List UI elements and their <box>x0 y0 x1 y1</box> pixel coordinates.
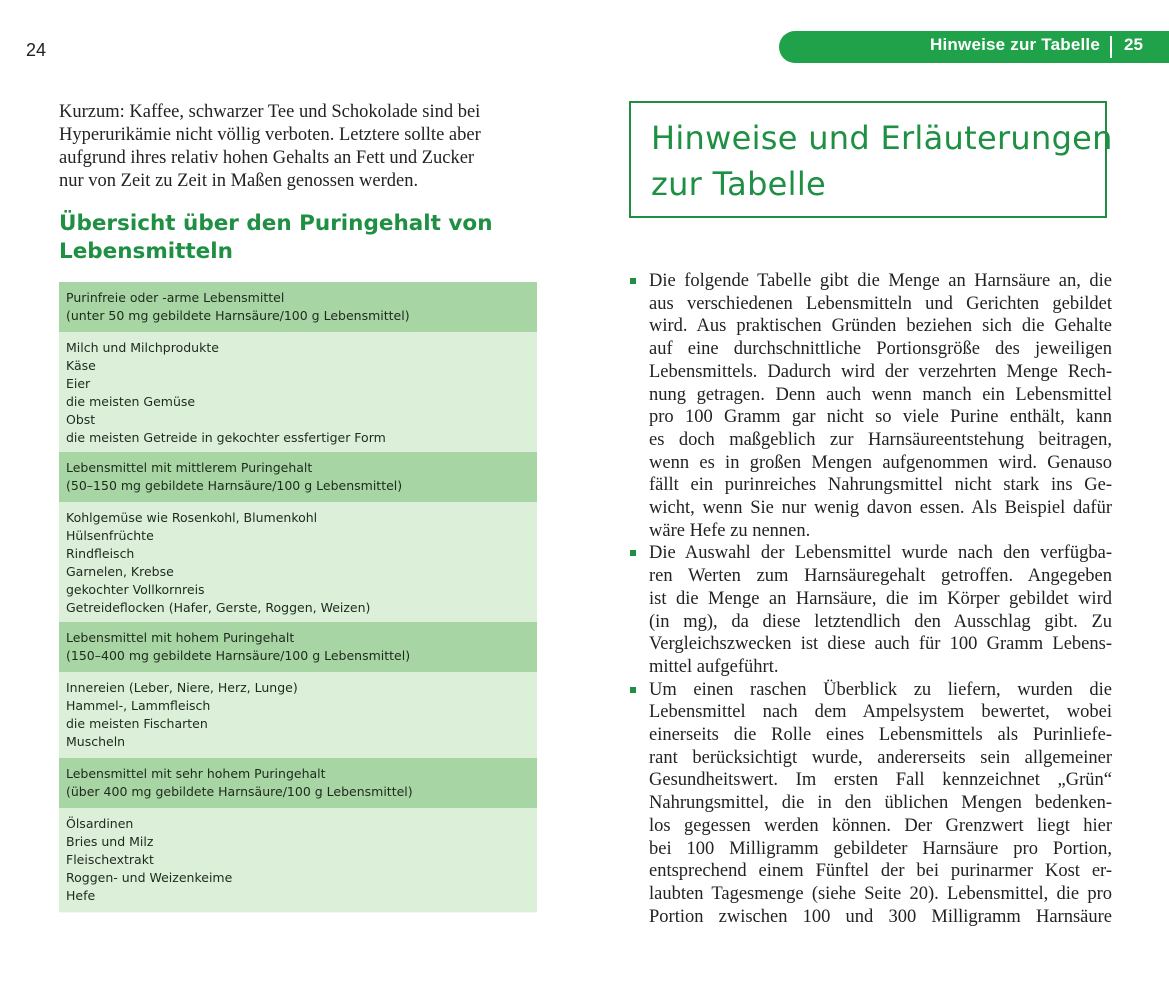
right-page-number: 25 <box>1124 35 1143 54</box>
food-item: Hefe <box>66 888 96 903</box>
bullet-text-line: Lebensmittels. Dadurch wird der verzehrten Menge Rech- <box>649 361 1112 382</box>
intro-paragraph <box>59 101 539 193</box>
bullet-text-line: wicht, wenn Sie nur wenig davon essen. Als Beispiel dafür <box>649 498 1112 519</box>
food-item: Garnelen, Krebse <box>66 564 174 579</box>
bullet-text-line: wenn es in großen Mengen aufgenommen wird. Genauso <box>649 452 1112 473</box>
food-item: Muscheln <box>66 734 126 749</box>
bullet-text-line: Nahrungsmittel, die in den üblichen Mengen bedenken- <box>649 793 1112 814</box>
bullet-text-line: nung getragen. Denn auch wenn manch ein Lebensmittel <box>649 384 1112 405</box>
food-item: Innereien (Leber, Niere, Herz, Lunge) <box>66 680 298 695</box>
bullet-square-icon <box>630 278 636 284</box>
bullet-text-line: (in mg), da diese letztendlich den Ausschlag gibt. Zu <box>649 611 1112 632</box>
food-item: Bries und Milz <box>66 834 154 849</box>
bullet-text-line: Lebensmittel nach dem Ampelsystem bewertet, wobei <box>649 702 1112 723</box>
bullet-text-line: entsprechend einem Fünftel der bei purinarmer Kost er- <box>649 861 1112 882</box>
bullet-text-line: Die folgende Tabelle gibt die Menge an Harnsäure an, die <box>649 271 1112 291</box>
food-item: Obst <box>66 412 96 427</box>
table-header-line: (50–150 mg gebildete Harnsäure/100 g Lebensmittel) <box>66 478 403 493</box>
bullet-text-line: auf eine durchschnittliche Portionsgröße des jeweiligen <box>649 339 1112 360</box>
food-item: Fleischextrakt <box>66 852 154 867</box>
bullet-square-icon <box>630 550 636 556</box>
running-header-divider <box>1110 36 1112 58</box>
bullet-text-line: pro 100 Gramm gar nicht so viele Purine enthält, kann <box>649 407 1112 428</box>
bullet-item <box>629 679 1112 929</box>
left-page-number: 24 <box>26 40 47 60</box>
table-cell <box>66 815 531 905</box>
bullet-text-line: rant berücksichtigt wurde, andererseits sein allgemeiner <box>649 747 1112 768</box>
food-item: Getreideflocken (Hafer, Gerste, Roggen, Weizen) <box>66 600 371 615</box>
bullet-text-line: Die Auswahl der Lebensmittel wurde nach den verfügba- <box>649 543 1112 564</box>
purine-table <box>59 282 537 912</box>
bullet-text-line: einerseits die Rolle eines Lebensmittels als Purinliefe- <box>649 725 1112 746</box>
food-item: Milch und Milchprodukte <box>66 340 219 355</box>
bullet-text-line: aus verschiedenen Lebensmitteln und Gerichten gebildet <box>649 293 1112 314</box>
table-header-line: Lebensmittel mit hohem Puringehalt <box>66 630 295 645</box>
table-category-items <box>59 332 537 453</box>
bullet-text-line: laubten Tagesmenge (siehe Seite 20). Lebensmittel, die pro <box>649 883 1112 904</box>
intro-line: Kurzum: Kaffee, schwarzer Tee und Schokolade sind bei <box>59 102 481 122</box>
table-category-items <box>59 808 537 913</box>
section-heading <box>59 210 539 266</box>
section-heading-line: Übersicht über den Puringehalt von <box>59 211 493 236</box>
bullet-text-line: wäre Hefe zu nennen. <box>649 520 811 541</box>
food-item: gekochter Vollkornreis <box>66 582 205 597</box>
section-heading-line: Lebensmitteln <box>59 239 233 264</box>
table-cell <box>66 289 531 325</box>
bullet-square-icon <box>630 687 636 693</box>
running-header-title: Hinweise zur Tabelle <box>930 35 1100 54</box>
intro-line: Hyperurikämie nicht völlig verboten. Letztere sollte aber <box>59 125 481 145</box>
food-item: Kohlgemüse wie Rosenkohl, Blumenkohl <box>66 510 318 525</box>
table-category-header <box>59 758 537 809</box>
table-category-header <box>59 452 537 503</box>
bullet-text-line: Portion zwischen 100 und 300 Milligramm Harnsäure <box>649 906 1112 927</box>
table-cell <box>66 765 531 801</box>
intro-line: aufgrund ihres relativ hohen Gehalts an Fett und Zucker <box>59 148 475 168</box>
bullet-text-line: fällt ein purinreiches Nahrungsmittel nicht stark ins Ge- <box>649 475 1112 496</box>
bullet-text-line: es doch maßgeblich zur Harnsäureentstehung beitragen, <box>649 429 1112 450</box>
table-cell <box>66 629 531 665</box>
table-header-line: Lebensmittel mit mittlerem Puringehalt <box>66 460 313 475</box>
bullet-text-line: los gegessen werden können. Der Grenzwert liegt hier <box>649 815 1112 836</box>
food-item: die meisten Fischarten <box>66 716 208 731</box>
food-item: Roggen- und Weizenkeime <box>66 870 233 885</box>
bullet-text-line: wird. Aus praktischen Gründen beziehen sich die Gehalte <box>649 316 1112 337</box>
table-cell <box>66 509 531 617</box>
food-item: Eier <box>66 376 91 391</box>
bullet-list <box>629 270 1112 928</box>
bullet-text-line: Gesundheitswert. Im ersten Fall kennzeichnet „Grün“ <box>649 770 1112 791</box>
bullet-text-line: Um einen raschen Überblick zu liefern, wurden die <box>649 679 1112 700</box>
table-category-items <box>59 672 537 759</box>
table-header-line: (unter 50 mg gebildete Harnsäure/100 g Lebensmittel) <box>66 308 410 323</box>
bullet-text-line: Vergleichszwecken ist diese auch für 100 Gramm Lebens- <box>649 634 1112 655</box>
food-item: Ölsardinen <box>66 816 134 831</box>
table-cell <box>66 679 531 751</box>
table-cell <box>66 459 531 495</box>
intro-line: nur von Zeit zu Zeit in Maßen genossen werden. <box>59 171 419 191</box>
bullet-text-line: ren Werten zum Harnsäuregehalt getroffen. Angegeben <box>649 566 1112 587</box>
bullet-text-line: mittel aufgeführt. <box>649 656 779 677</box>
table-header-line: (150–400 mg gebildete Harnsäure/100 g Lebensmittel) <box>66 648 411 663</box>
bullet-item <box>629 270 1112 542</box>
bullet-text-line: bei 100 Milligramm gebildeter Harnsäure pro Portion, <box>649 838 1112 859</box>
table-category-items <box>59 502 537 623</box>
bullet-item <box>629 542 1112 678</box>
food-item: die meisten Gemüse <box>66 394 196 409</box>
chapter-title-box <box>629 101 1113 218</box>
table-category-header <box>59 622 537 673</box>
chapter-title <box>651 115 1113 207</box>
food-item: Hammel-, Lammfleisch <box>66 698 211 713</box>
food-item: Rindfleisch <box>66 546 135 561</box>
chapter-title-line: Hinweise und Erläuterungen <box>651 119 1113 157</box>
table-header-line: Lebensmittel mit sehr hohem Puringehalt <box>66 766 326 781</box>
table-category-header <box>59 282 537 333</box>
bullet-text-line: ist die Menge an Harnsäure, die im Körper gebildet wird <box>649 588 1112 609</box>
food-item: Käse <box>66 358 96 373</box>
food-item: Hülsenfrüchte <box>66 528 154 543</box>
table-header-line: (über 400 mg gebildete Harnsäure/100 g Lebensmittel) <box>66 784 413 799</box>
food-item: die meisten Getreide in gekochter essfertiger Form <box>66 430 386 445</box>
chapter-title-line: zur Tabelle <box>651 165 827 203</box>
table-cell <box>66 339 531 447</box>
table-header-line: Purinfreie oder -arme Lebensmittel <box>66 290 285 305</box>
